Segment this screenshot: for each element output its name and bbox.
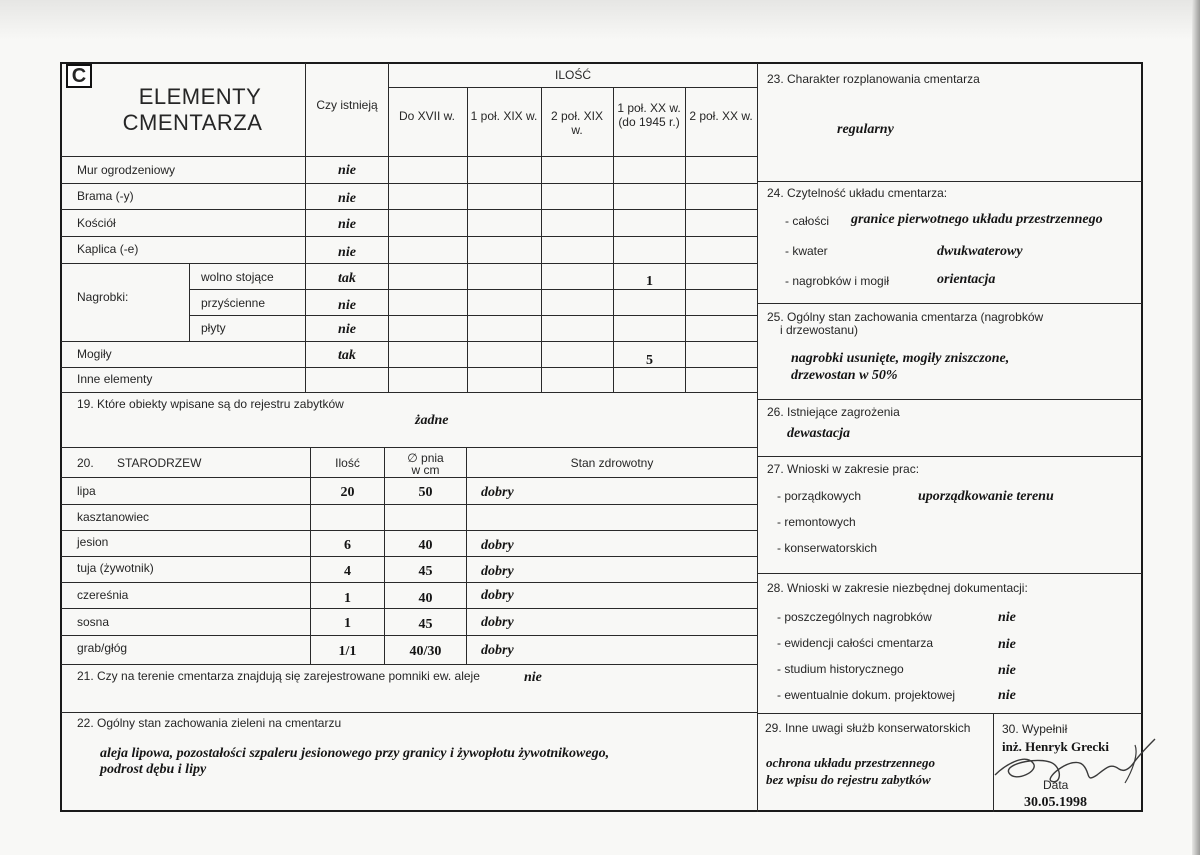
divider — [61, 608, 757, 609]
q23-label: 23. Charakter rozplanowania cmentarza — [767, 72, 980, 86]
q20-header-diameter: ∅ pnia — [407, 451, 444, 465]
divider — [61, 392, 757, 393]
q26-answer: dewastacja — [787, 426, 850, 441]
q28-item-answer: nie — [998, 610, 1016, 625]
q24-item-answer: granice pierwotnego układu przestrzennego — [851, 212, 1103, 227]
divider — [61, 209, 757, 210]
row-label: płyty — [201, 321, 226, 335]
tree-health: dobry — [481, 538, 514, 553]
divider — [61, 447, 757, 448]
signature-scribble — [985, 725, 1165, 795]
tree-diameter: 45 — [418, 564, 433, 579]
tree-count: 20 — [340, 485, 355, 500]
divider — [757, 181, 1142, 182]
q28-item-label: - ewentualnie dokum. projektowej — [777, 688, 956, 702]
header-period-3: 2 poł. XIX w. — [550, 109, 604, 137]
row-label: przyścienne — [201, 296, 266, 310]
q26-label: 26. Istniejące zagrożenia — [767, 405, 900, 419]
tree-diameter: 40 — [418, 591, 433, 606]
row-exists: tak — [338, 348, 356, 363]
section-badge: C — [66, 64, 92, 88]
q30-date-label: Data — [1043, 778, 1069, 792]
q28-item-answer: nie — [998, 663, 1016, 678]
divider — [61, 477, 757, 478]
q24-item-label: - całości — [785, 214, 830, 228]
q28-item-answer: nie — [998, 637, 1016, 652]
tree-species: sosna — [77, 615, 110, 629]
tree-species: lipa — [77, 484, 96, 498]
tree-species: kasztanowiec — [77, 510, 150, 524]
q24-item-answer: dwukwaterowy — [937, 244, 1023, 259]
q25-answer-line1: nagrobki usunięte, mogiły zniszczone, — [791, 351, 1010, 366]
q27-item-answer: uporządkowanie terenu — [918, 489, 1054, 504]
divider — [61, 504, 757, 505]
tree-count: 1 — [344, 616, 351, 631]
header-period-2: 1 poł. XIX w. — [470, 109, 538, 123]
tree-species: grab/głóg — [77, 641, 128, 655]
row-exists: nie — [338, 217, 356, 232]
q24-item-answer: orientacja — [937, 272, 996, 287]
row-exists: nie — [338, 298, 356, 313]
tree-count: 6 — [344, 538, 351, 553]
tree-health: dobry — [481, 564, 514, 579]
row-exists: nie — [338, 322, 356, 337]
header-period-1: Do XVII w. — [398, 109, 456, 123]
q25-label-line2: i drzewostanu) — [780, 323, 859, 337]
q22-answer-line1: aleja lipowa, pozostałości szpaleru jesionowego przy granicy i żywopłotu żywotnikowego, — [100, 746, 610, 761]
divider — [613, 87, 614, 392]
row-exists: nie — [338, 245, 356, 260]
tree-species: tuja (żywotnik) — [77, 561, 154, 575]
q27-item-label: - porządkowych — [777, 489, 862, 503]
section-title-line1: ELEMENTY — [138, 84, 262, 109]
row-label: Mur ogrodzeniowy — [77, 163, 176, 177]
q30-name: inż. Henryk Grecki — [1002, 739, 1110, 754]
group-label-nagrobki: Nagrobki: — [77, 290, 129, 304]
divider — [61, 664, 757, 665]
divider — [189, 263, 190, 341]
divider — [757, 303, 1142, 304]
q20-number: 20. — [77, 456, 94, 470]
divider — [388, 63, 389, 392]
q19-label: 19. Które obiekty wpisane są do rejestru zabytków — [77, 397, 344, 411]
divider — [61, 183, 757, 184]
tree-count: 1 — [344, 591, 351, 606]
q28-item-label: - poszczególnych nagrobków — [777, 610, 932, 624]
row-label: Kaplica (-e) — [77, 242, 139, 256]
tree-health: dobry — [481, 643, 514, 658]
header-quantity: ILOŚĆ — [554, 68, 591, 82]
header-exists: Czy istnieją — [316, 98, 378, 112]
row-exists: tak — [338, 271, 356, 286]
header-period-5: 2 poł. XX w. — [689, 109, 753, 123]
divider — [61, 156, 757, 157]
q19-answer: żadne — [415, 413, 449, 428]
row-label: Mogiły — [77, 347, 112, 361]
divider — [757, 573, 1142, 574]
q27-item-label: - konserwatorskich — [777, 541, 878, 555]
q28-item-label: - studium historycznego — [777, 662, 904, 676]
row-count: 5 — [646, 353, 653, 368]
q21-answer: nie — [524, 670, 542, 685]
q21-label: 21. Czy na terenie cmentarza znajdują się zarejestrowane pomniki ew. aleje — [77, 669, 480, 683]
tree-species: jesion — [77, 535, 109, 549]
q30-date: 30.05.1998 — [1024, 795, 1087, 810]
divider — [189, 315, 757, 316]
header-period-4: 1 poł. XX w. (do 1945 r.) — [617, 101, 681, 129]
q24-item-label: - nagrobków i mogił — [785, 274, 890, 288]
divider — [61, 582, 757, 583]
divider — [757, 713, 1142, 714]
q27-item-label: - remontowych — [777, 515, 856, 529]
q23-answer: regularny — [837, 122, 894, 137]
row-exists: nie — [338, 163, 356, 178]
tree-count: 1/1 — [338, 644, 357, 659]
tree-count: 4 — [344, 564, 351, 579]
q29-answer-line2: bez wpisu do rejestru zabytków — [766, 772, 931, 787]
divider — [61, 236, 757, 237]
q20-header-count: Ilość — [335, 456, 360, 470]
divider — [61, 712, 757, 713]
q30-label: 30. Wypełnił — [1002, 722, 1068, 736]
row-label: Inne elementy — [77, 372, 153, 386]
divider — [61, 263, 757, 264]
row-label: Kościół — [77, 216, 116, 230]
q22-label: 22. Ogólny stan zachowania zieleni na cmentarzu — [77, 716, 342, 730]
tree-diameter: 50 — [418, 485, 433, 500]
q25-answer-line2: drzewostan w 50% — [791, 368, 898, 383]
q25-label-line1: 25. Ogólny stan zachowania cmentarza (nagrobków — [767, 310, 1044, 324]
tree-health: dobry — [481, 485, 514, 500]
q20-title: STARODRZEW — [117, 456, 202, 470]
row-exists: nie — [338, 191, 356, 206]
divider — [388, 87, 757, 88]
q20-header-health: Stan zdrowotny — [570, 456, 654, 470]
q28-label: 28. Wnioski w zakresie niezbędnej dokumentacji: — [767, 581, 1028, 595]
divider — [61, 341, 757, 342]
divider — [757, 456, 1142, 457]
q22-answer-line2: podrost dębu i lipy — [100, 762, 207, 777]
divider — [61, 530, 757, 531]
divider — [61, 635, 757, 636]
row-label: Brama (-y) — [77, 189, 134, 203]
q29-answer-line1: ochrona układu przestrzennego — [766, 755, 936, 770]
divider — [757, 63, 758, 812]
q24-label: 24. Czytelność układu cmentarza: — [767, 186, 948, 200]
form-frame — [60, 62, 1143, 812]
q27-label: 27. Wnioski w zakresie prac: — [767, 462, 920, 476]
divider — [541, 87, 542, 392]
q24-item-label: - kwater — [785, 244, 828, 258]
q28-item-label: - ewidencji całości cmentarza — [777, 636, 934, 650]
q20-header-diameter-unit: w cm — [411, 463, 440, 477]
tree-diameter: 45 — [418, 617, 433, 632]
tree-health: dobry — [481, 615, 514, 630]
row-count: 1 — [646, 274, 653, 289]
row-label: wolno stojące — [201, 270, 274, 284]
divider — [685, 87, 686, 392]
tree-diameter: 40 — [418, 538, 433, 553]
divider — [61, 556, 757, 557]
section-title-line2: CMENTARZA — [122, 110, 263, 135]
tree-diameter: 40/30 — [409, 644, 442, 659]
tree-species: czereśnia — [77, 588, 129, 602]
q29-label: 29. Inne uwagi służb konserwatorskich — [765, 721, 971, 735]
divider — [757, 399, 1142, 400]
divider — [467, 87, 468, 392]
tree-health: dobry — [481, 588, 514, 603]
q28-item-answer: nie — [998, 688, 1016, 703]
